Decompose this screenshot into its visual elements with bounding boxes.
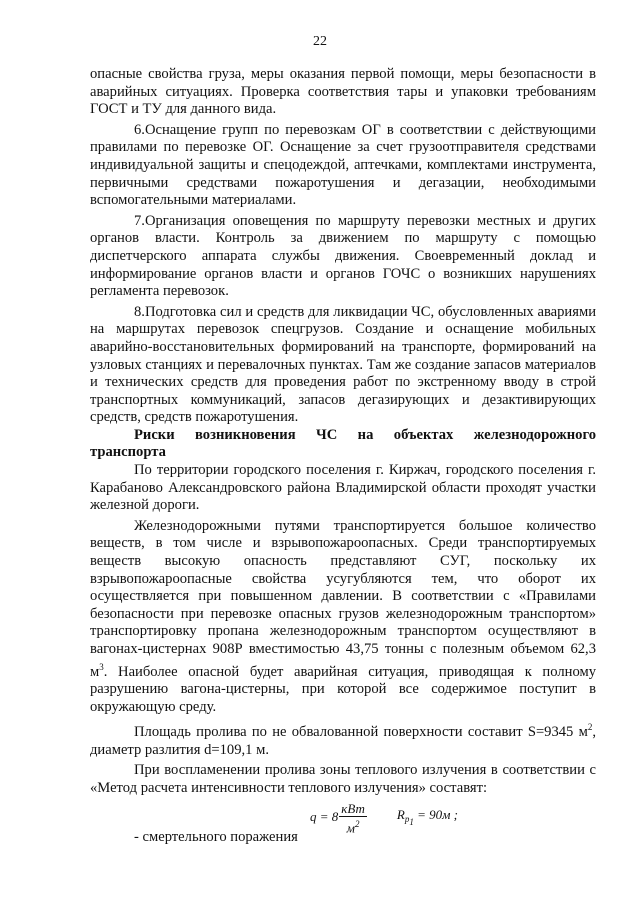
fraction-denominator [339,817,367,835]
page-number: 22 [313,34,327,49]
paragraph-transported-substances [90,518,596,716]
r-subscript-index: 1 [409,817,414,828]
paragraph-item-7: 7.Организация оповещения по маршруту перевозки местных и других органов власти. Контроль за движением по маршруту с помощью диспетчерского аппарата службы движения. Своевременный доклад и информирование органов власти и органов ГОЧС о возникших нарушениях регламента перевозок. [90,212,596,300]
formula [310,801,458,853]
formula-label: - смертельного поражения [134,829,298,846]
paragraph-item-8: 8.Подготовка сил и средств для ликвидации ЧС, обусловленных авариями на маршрутах перевозок спецгрузов. Создание и оснащение мобильных аварийно-восстановительных формирований на транспорте, формирований на узловых станциях и перевалочных пунктах. Там же создание запасов материалов и технических средств для проведения работ по экстренному вводу в строй транспортных коммуникаций, запасов дегазирующих и дезактивирующих средств, средств пожаротушения. [90,303,596,426]
paragraph-spill-area [90,719,596,759]
formula-q-lhs: q = 8 [310,809,339,825]
r-subscript-letter: р [404,814,410,825]
formula-end: ; [450,806,458,822]
formula-r-rhs: = 90м [413,806,451,822]
paragraph-thermal-radiation: При воспламенении пролива зоны теплового излучения в соответствии с «Метод расчета интенсивности теплового излучения» составят: [90,762,596,796]
formula-r [397,806,458,832]
superscript: 2 [587,722,593,733]
fraction-numerator: кВт [341,801,365,817]
text-segment: , диаметр разлития d=109,1 м. [90,724,596,758]
formula-fraction [339,801,367,835]
formula-q [310,801,367,835]
paragraph-item-6: 6.Оснащение групп по перевозкам ОГ в соответствии с действующими правилами по перевозке ОГ. Оснащение за счет грузоотправителя средствами индивидуальной защиты и спецодеждой, аптечками, комплектами инструмента, первичными средствами пожаротушения и дегазации, необходимыми вспомогательными материалами. [90,121,596,209]
formula-r-lhs: R [396,806,405,822]
text-segment: . Наиболее опасной будет аварийная ситуация, приводящая к полному разрушению вагона-цистерны, при которой все содержимое поступит в окружающую среду. [90,663,596,715]
superscript: 3 [99,661,104,672]
formula-r-subscript [404,814,414,828]
text-segment: Железнодорожными путями транспортируется большое количество веществ, в том числе и взрывопожароопасных. Среди транспортируемых веществ высокую опасность представляют СУГ, поскольку их взрывопожароопасные свойства усугубляются тем, что оборот их осуществляется при повышенном давлении. В соответствии с «Правилами безопасности при перевозке опасных грузов железнодорожным транспортом» транспортировку пропана железнодорожным транспортом осуществляют в вагонах-цистернах 908Р вместимостью 43,75 тонны с полезным объемом 62,3 м [90,517,596,680]
paragraph-continuation: опасные свойства груза, меры оказания первой помощи, меры безопасности в аварийных ситуациях. Проверка соответствия тары и упаковки требованиям ГОСТ и ТУ для данного вида. [90,66,596,118]
denominator-unit: м [346,820,355,836]
formula-row [90,801,596,857]
paragraph-railway-sections: По территории городского поселения г. Киржач, городского поселения г. Карабаново Александровского района Владимирской области проходят участки железной дороги. [90,462,596,514]
denominator-exponent: 2 [354,819,360,830]
section-heading: Риски возникновения ЧС на объектах железнодорожного транспорта [90,426,596,461]
document-body [90,66,596,857]
text-segment: Площадь пролива по не обвалованной поверхности составит S=9345 м [134,724,588,741]
